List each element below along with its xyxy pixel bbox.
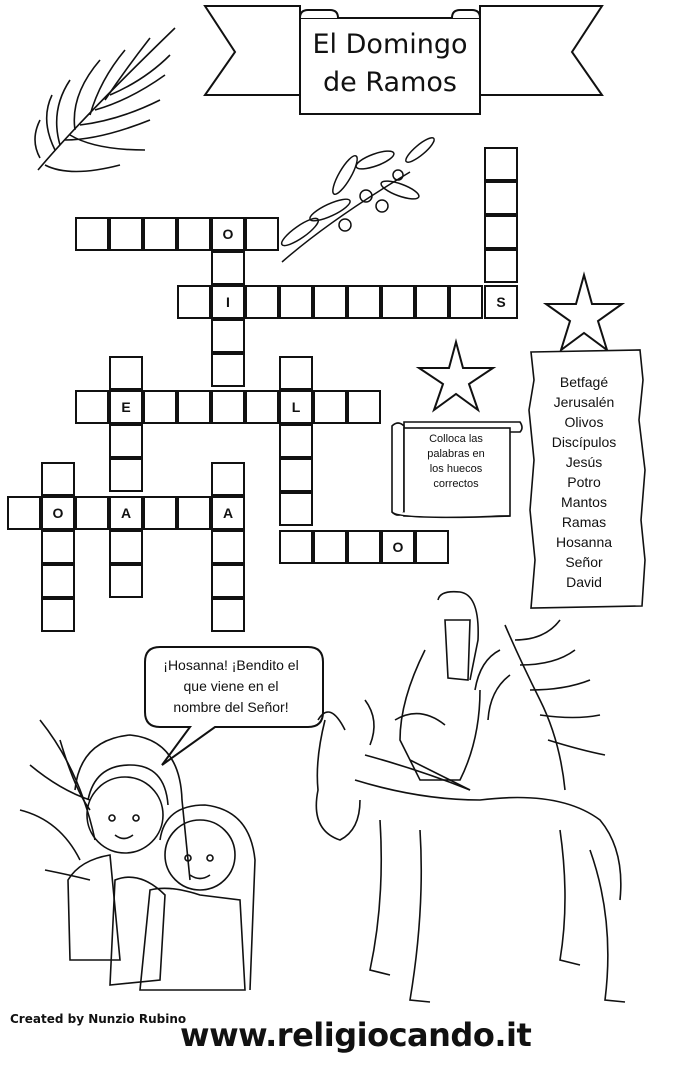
title-line-2: de Ramos [323,67,457,98]
crossword-cell[interactable] [347,285,381,319]
crossword-cell[interactable] [279,492,313,526]
crossword-cell[interactable] [313,390,347,424]
crossword-cell[interactable] [211,319,245,353]
crossword-cell[interactable] [109,356,143,390]
star-icon [546,275,622,350]
crossword-cell[interactable]: S [484,285,518,319]
speech-bubble-text [150,655,312,718]
crossword-cell[interactable] [484,249,518,283]
crossword-cell[interactable]: O [381,530,415,564]
word-list-item: Betfagé [559,374,609,390]
crossword-cell[interactable] [143,496,177,530]
crossword-cell[interactable] [211,564,245,598]
crossword-cell[interactable] [279,356,313,390]
word-list-item: Jerusalén [553,394,615,410]
crossword-cell[interactable] [484,215,518,249]
crossword-cell[interactable] [484,147,518,181]
crossword-cell[interactable] [211,353,245,387]
crossword-cell[interactable] [75,217,109,251]
crossword-cell[interactable]: I [211,285,245,319]
crossword-cell[interactable] [245,390,279,424]
word-list-item: Discípulos [551,434,617,450]
crossword-cell[interactable] [109,530,143,564]
crossword-cell[interactable] [109,424,143,458]
crossword-cell[interactable] [41,462,75,496]
word-list-item: Ramas [561,514,607,530]
crossword-cell[interactable] [75,390,109,424]
crossword-cell[interactable]: O [41,496,75,530]
crossword-cell[interactable] [415,285,449,319]
crossword-cell[interactable] [279,285,313,319]
crossword-cell[interactable] [415,530,449,564]
crossword-cell[interactable] [211,530,245,564]
crossword-cell[interactable] [177,496,211,530]
crossword-cell[interactable] [41,530,75,564]
crossword-cell[interactable] [347,530,381,564]
crossword-cell[interactable]: L [279,390,313,424]
crossword-cell[interactable]: E [109,390,143,424]
crossword-cell[interactable] [109,564,143,598]
star-icon [419,342,493,410]
jesus-on-donkey-illustration [316,592,625,1002]
page-title [300,18,480,114]
word-list-item: Olivos [564,414,604,430]
crossword-cell[interactable] [41,598,75,632]
crossword-cell[interactable] [177,217,211,251]
crossword-cell[interactable] [484,181,518,215]
crossword-cell[interactable]: A [109,496,143,530]
instructions-text [410,432,502,492]
crossword-cell[interactable] [449,285,483,319]
word-list-item: David [566,574,602,590]
crossword-cell[interactable] [75,496,109,530]
word-list-item: Mantos [561,494,607,510]
children-illustration [20,720,255,990]
crossword-cell[interactable] [177,390,211,424]
crossword-cell[interactable] [41,564,75,598]
word-list-item: Jesús [565,454,603,470]
word-list-item: Hosanna [555,534,613,550]
crossword-cell[interactable]: A [211,496,245,530]
crossword-cell[interactable] [177,285,211,319]
olive-branch-icon [279,135,437,262]
instructions-line: palabras en [427,448,485,460]
crossword-cell[interactable] [143,217,177,251]
crossword-cell[interactable] [279,424,313,458]
crossword-cell[interactable] [245,285,279,319]
speech-line: ¡Hosanna! ¡Bendito el [163,657,299,673]
crossword-cell[interactable] [347,390,381,424]
crossword-cell[interactable]: O [211,217,245,251]
crossword-cell[interactable] [313,530,347,564]
crossword-cell[interactable] [211,390,245,424]
crossword-cell[interactable] [211,251,245,285]
crossword-cell[interactable] [381,285,415,319]
crossword-cell[interactable] [279,458,313,492]
instructions-line: correctos [433,478,479,490]
speech-line: que viene en el [183,678,279,694]
word-list-item: Señor [565,554,603,570]
crossword-cell[interactable] [7,496,41,530]
crossword-cell[interactable] [245,217,279,251]
palm-frond-icon [35,28,175,172]
title-line-1: El Domingo [312,29,468,60]
speech-line: nombre del Señor! [173,699,289,715]
author-credit: Created by Nunzio Rubino [10,1012,187,1026]
crossword-cell[interactable] [211,462,245,496]
word-list-item: Potro [567,474,601,490]
word-list [536,372,632,592]
crossword-cell[interactable] [109,217,143,251]
crossword-cell[interactable] [109,458,143,492]
crossword-cell[interactable] [313,285,347,319]
instructions-line: los huecos [429,463,483,475]
crossword-cell[interactable] [211,598,245,632]
website-link[interactable]: www.religiocando.it [180,1016,532,1054]
instructions-line: Colloca las [429,433,483,445]
crossword-cell[interactable] [143,390,177,424]
crossword-cell[interactable] [279,530,313,564]
